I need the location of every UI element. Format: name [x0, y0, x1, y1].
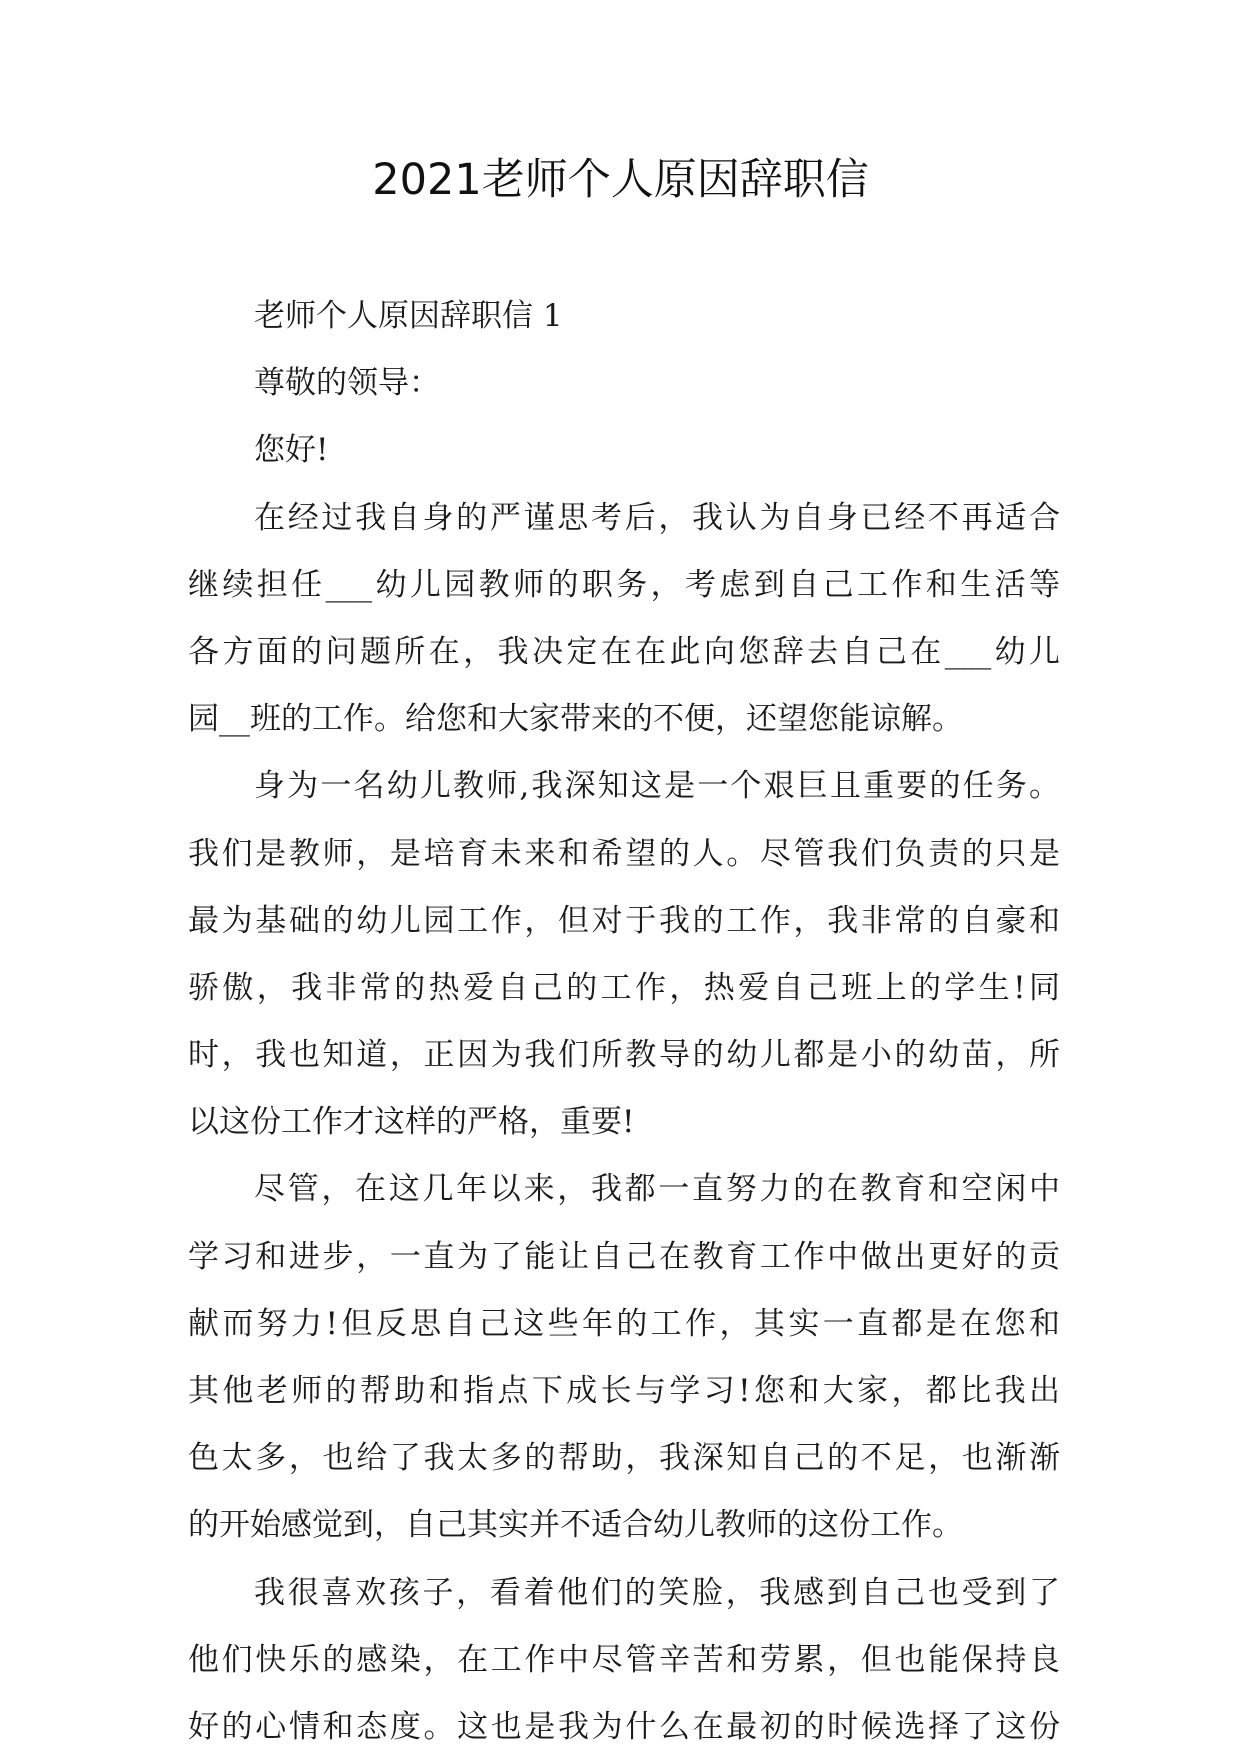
document-title: 2021老师个人原因辞职信 [372, 155, 869, 205]
body-line: 以这份工作才这样的严格，重要! [188, 1104, 635, 1141]
body-line: 的开始感觉到，自己其实并不适合幼儿教师的这份工作。 [188, 1507, 963, 1544]
body-line: 其他老师的帮助和指点下成长与学习!您和大家，都比我出 [188, 1373, 1060, 1409]
body-line: 尽管，在这几年以来，我都一直努力的在教育和空闲中 [254, 1171, 1060, 1208]
body-line: 各方面的问题所在，我决定在在此向您辞去自己在___幼儿 [188, 633, 1060, 670]
body-line: 尊敬的领导： [254, 365, 440, 402]
body-line: 骄傲，我非常的热爱自己的工作，热爱自己班上的学生!同 [188, 969, 1060, 1006]
body-line: 好的心情和态度。这也是我为什么在最初的时候选择了这份 [188, 1708, 1060, 1745]
body-line: 他们快乐的感染，在工作中尽管辛苦和劳累，但也能保持良 [188, 1641, 1060, 1678]
body-line: 身为一名幼儿教师,我深知这是一个艰巨且重要的任务。 [254, 768, 1060, 805]
body-line: 色太多，也给了我太多的帮助，我深知自己的不足，也渐渐 [188, 1440, 1060, 1477]
body-line: 您好! [254, 432, 329, 469]
letter-body [188, 283, 1060, 1761]
body-line: 继续担任___幼儿园教师的职务，考虑到自己工作和生活等 [188, 566, 1060, 603]
body-line: 献而努力!但反思自己这些年的工作，其实一直都是在您和 [188, 1305, 1060, 1342]
body-line: 最为基础的幼儿园工作，但对于我的工作，我非常的自豪和 [188, 902, 1060, 939]
body-line: 我很喜欢孩子，看着他们的笑脸，我感到自己也受到了 [254, 1574, 1060, 1611]
body-line: 园__班的工作。给您和大家带来的不便，还望您能谅解。 [188, 701, 963, 738]
body-line: 在经过我自身的严谨思考后，我认为自身已经不再适合 [254, 499, 1060, 536]
body-line: 老师个人原因辞职信 1 [254, 298, 563, 334]
body-line: 我们是教师，是培育未来和希望的人。尽管我们负责的只是 [188, 835, 1060, 872]
body-line: 时，我也知道，正因为我们所教导的幼儿都是小的幼苗，所 [188, 1037, 1060, 1074]
body-line: 学习和进步，一直为了能让自己在教育工作中做出更好的贡 [188, 1238, 1060, 1275]
